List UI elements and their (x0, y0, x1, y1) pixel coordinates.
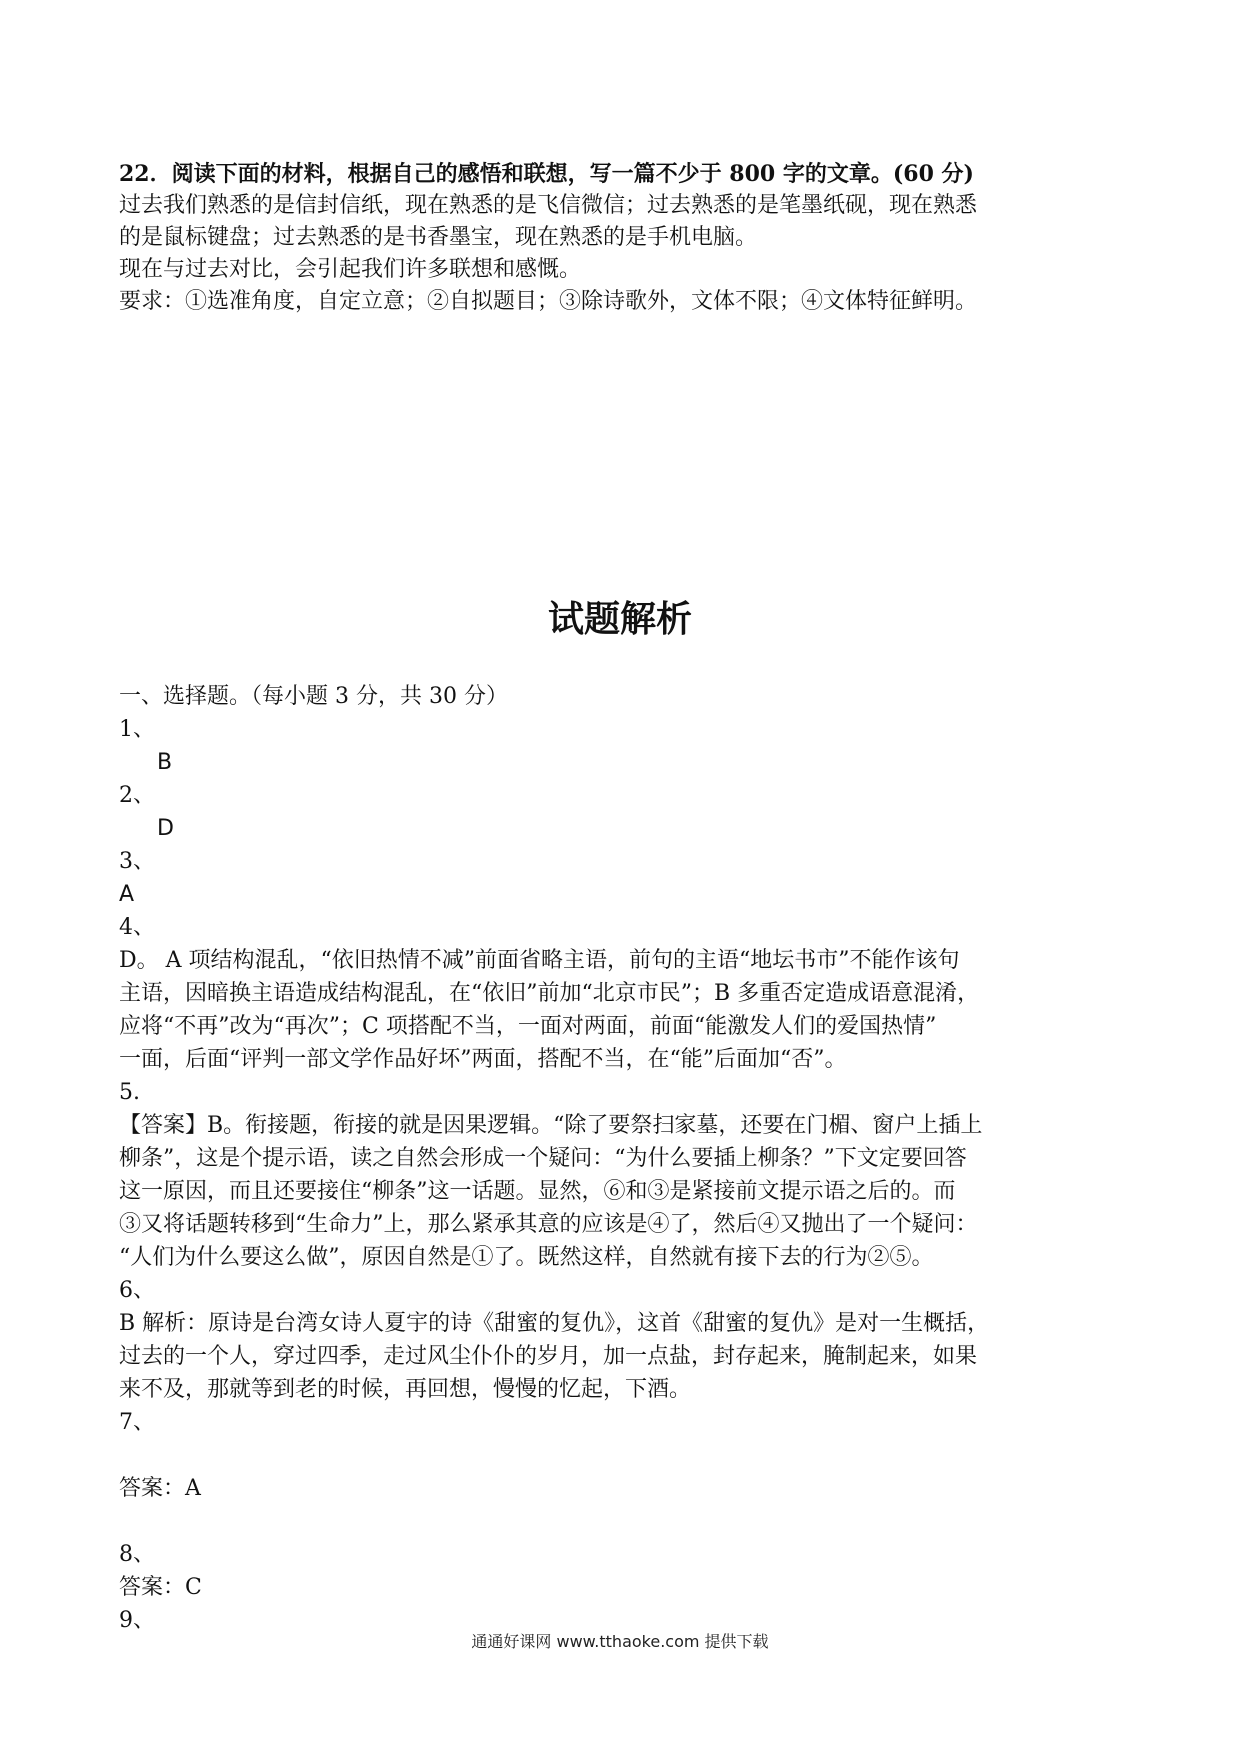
answer-text: 答案：C (119, 1575, 202, 1600)
analysis-heading: 一、选择题。（每小题 3 分，共 30 分） (119, 684, 508, 709)
question-22-line: 过去我们熟悉的是信封信纸，现在熟悉的是飞信微信；过去熟悉的是笔墨纸砚，现在熟悉 (119, 193, 978, 218)
question-number: 2、 (119, 783, 155, 808)
question-number: 7、 (119, 1410, 155, 1435)
question-22-line: 现在与过去对比，会引起我们许多联想和感慨。 (119, 257, 582, 282)
question-number: 1、 (119, 717, 155, 742)
explanation-line: 这一原因，而且还要接住“柳条”这一话题。显然，⑥和③是紧接前文提示语之后的。而 (119, 1179, 956, 1204)
question-22-title: 22．阅读下面的材料，根据自己的感悟和联想，写一篇不少于 800 字的文章。(60 分) (119, 161, 974, 187)
question-number: 9、 (119, 1608, 155, 1633)
question-number: 6、 (119, 1278, 155, 1303)
page-footer: 通通好课网 www.tthaoke.com 提供下载 (471, 1632, 769, 1651)
question-22-line: 的是鼠标键盘；过去熟悉的是书香墨宝，现在熟悉的是手机电脑。 (119, 225, 758, 250)
analysis-section (119, 680, 1119, 1637)
answer-text: A (119, 882, 135, 907)
explanation-line: 主语，因暗换主语造成结构混乱，在“依旧”前加“北京市民”；B 多重否定造成语意混淆， (119, 981, 980, 1006)
explanation-line: 应将“不再”改为“再次”；C 项搭配不当，一面对两面，前面“能激发人们的爱国热情” (119, 1014, 937, 1039)
explanation-line: 一面，后面“评判一部文学作品好坏”两面，搭配不当，在“能”后面加“否”。 (119, 1047, 847, 1072)
question-22-requirements: 要求：①选准角度，自定立意；②自拟题目；③除诗歌外，文体不限；④文体特征鲜明。 (119, 289, 978, 314)
question-number: 5. (119, 1080, 140, 1105)
question-22 (119, 158, 1119, 318)
answer-text: 答案：A (119, 1476, 201, 1501)
answer-text: D (157, 816, 174, 841)
explanation-line: 柳条”，这是个提示语，读之自然会形成一个疑问：“为什么要插上柳条？”下文定要回答 (119, 1146, 967, 1171)
explanation-line: B 解析：原诗是台湾女诗人夏宇的诗《甜蜜的复仇》，这首《甜蜜的复仇》是对一生概括， (119, 1311, 990, 1336)
question-number: 3、 (119, 849, 155, 874)
explanation-line: 【答案】B。衔接题，衔接的就是因果逻辑。“除了要祭扫家墓，还要在门楣、窗户上插上 (119, 1113, 983, 1138)
explanation-line: 来不及，那就等到老的时候，再回想，慢慢的忆起，下酒。 (119, 1377, 692, 1402)
question-number: 8、 (119, 1542, 155, 1567)
explanation-line: D。 A 项结构混乱，“依旧热情不减”前面省略主语，前句的主语“地坛书市”不能作该句 (119, 948, 960, 973)
explanation-line: “人们为什么要这么做”，原因自然是①了。既然这样，自然就有接下去的行为②⑤。 (119, 1245, 934, 1270)
blank-line (119, 1439, 1119, 1472)
section-title: 试题解析 (547, 598, 692, 640)
blank-line (119, 1505, 1119, 1538)
explanation-line: 过去的一个人，穿过四季，走过风尘仆仆的岁月，加一点盐，封存起来，腌制起来，如果 (119, 1344, 978, 1369)
question-number: 4、 (119, 915, 155, 940)
answer-text: B (157, 750, 173, 775)
explanation-line: ③又将话题转移到“生命力”上，那么紧承其意的应该是④了，然后④又抛出了一个疑问： (119, 1212, 978, 1237)
